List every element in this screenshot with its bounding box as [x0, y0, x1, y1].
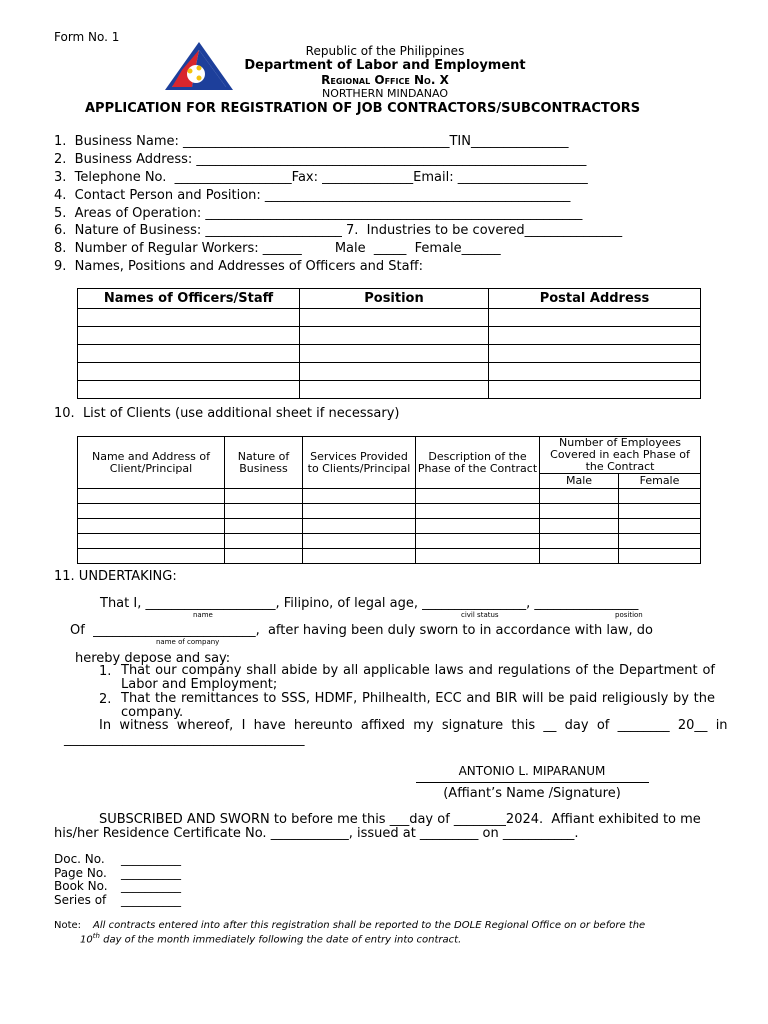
- table-row[interactable]: [78, 309, 701, 327]
- clients-table: [77, 436, 701, 564]
- field-business-name[interactable]: 1. Business Name: _________________________________________TIN_______________: [54, 134, 569, 149]
- officers-col-position: Position: [300, 289, 489, 309]
- table-row[interactable]: [78, 519, 701, 534]
- undertaking-item2: That the remittances to SSS, HDMF, Philhealth, ECC and BIR will be paid religiously by the company.: [121, 691, 715, 720]
- officers-col-address: Postal Address: [489, 289, 701, 309]
- series-blank[interactable]: __________: [121, 893, 181, 907]
- form-number: Form No. 1: [54, 30, 120, 44]
- series-label: Series of: [54, 893, 107, 907]
- officers-table: [77, 288, 701, 399]
- officers-col-name: Names of Officers/Staff: [78, 289, 300, 309]
- header-department: Department of Labor and Employment: [244, 58, 526, 73]
- label-company: name of company: [156, 638, 220, 646]
- field-regular-workers[interactable]: 8. Number of Regular Workers: ______ Male _____ Female______: [54, 241, 501, 256]
- clients-col-name-address: Name and Address of Client/Principal: [78, 437, 225, 489]
- page-no-blank[interactable]: __________: [121, 866, 181, 880]
- clients-col-male: Male: [540, 474, 619, 489]
- note-label: Note:: [54, 920, 82, 931]
- book-no-label: Book No.: [54, 879, 108, 893]
- clients-col-phase: Description of the Phase of the Contract: [416, 437, 540, 489]
- undertaking-heading: 11. UNDERTAKING:: [54, 569, 177, 584]
- note-day-number: 10: [80, 934, 93, 946]
- undertaking-item1: That our company shall abide by all applicable laws and regulations of the Department of Labor and Employment;: [121, 663, 715, 692]
- label-name: name: [193, 611, 213, 619]
- table-row[interactable]: [78, 363, 701, 381]
- table-row[interactable]: [78, 534, 701, 549]
- field-nature-industries[interactable]: 6. Nature of Business: _____________________ 7. Industries to be covered_______________: [54, 223, 623, 238]
- dole-logo: [162, 40, 236, 92]
- undertaking-of-line[interactable]: Of _________________________, after having been duly sworn to in accordance with law, do: [70, 623, 654, 638]
- page-no-label: Page No.: [54, 866, 107, 880]
- table-row[interactable]: [78, 345, 701, 363]
- field-officers-heading: 9. Names, Positions and Addresses of Officers and Staff:: [54, 259, 423, 274]
- note-text-line2: [80, 932, 461, 945]
- note-text-rest: day of the month immediately following the date of entry into contract.: [99, 934, 462, 946]
- doc-no-label: Doc. No.: [54, 852, 105, 866]
- table-row[interactable]: [78, 489, 701, 504]
- subscribed-line2[interactable]: his/her Residence Certificate No. ____________, issued at _________ on ___________.: [54, 826, 579, 841]
- item2-number: 2.: [99, 692, 112, 707]
- affiant-label: (Affiant’s Name /Signature): [443, 786, 621, 801]
- field-contact-numbers[interactable]: 3. Telephone No. __________________Fax: ______________Email: ____________________: [54, 170, 588, 185]
- table-row[interactable]: [78, 504, 701, 519]
- undertaking-depose: hereby depose and say:: [75, 651, 231, 666]
- label-position: position: [615, 611, 643, 619]
- field-contact-person[interactable]: 4. Contact Person and Position: _______________________________________________: [54, 188, 571, 203]
- signature-line: [416, 782, 649, 783]
- undertaking-line1[interactable]: That I, ____________________, Filipino, of legal age, ________________, ________________: [100, 596, 639, 611]
- header-republic: Republic of the Philippines: [305, 44, 465, 58]
- header-region: NORTHERN MINDANAO: [321, 87, 449, 100]
- table-row[interactable]: [78, 327, 701, 345]
- clients-col-nature: Nature of Business: [225, 437, 303, 489]
- note-day-suffix: th: [92, 932, 100, 940]
- clients-heading: 10. List of Clients (use additional sheet if necessary): [54, 406, 400, 421]
- clients-col-services: Services Provided to Clients/Principal: [303, 437, 416, 489]
- form-title: APPLICATION FOR REGISTRATION OF JOB CONTRACTORS/SUBCONTRACTORS: [85, 101, 641, 116]
- undertaking-witness[interactable]: In witness whereof, I have hereunto affixed my signature this __ day of ________ 20__ in: [99, 718, 728, 733]
- item1-number: 1.: [99, 664, 112, 679]
- clients-col-employees: Number of Employees Covered in each Phase of the Contract: [540, 437, 701, 474]
- table-row[interactable]: [78, 549, 701, 564]
- field-areas-of-operation[interactable]: 5. Areas of Operation: __________________________________________________________: [54, 206, 583, 221]
- note-text: All contracts entered into after this registration shall be reported to the DOLE Regional Office on or before the: [93, 920, 646, 931]
- witness-place-line[interactable]: _____________________________________: [64, 732, 305, 747]
- book-no-blank[interactable]: __________: [121, 879, 181, 893]
- affiant-name: ANTONIO L. MIPARANUM: [458, 764, 606, 778]
- subscribed-line1[interactable]: SUBSCRIBED AND SWORN to before me this ___day of ________2024. Affiant exhibited to me: [99, 812, 701, 827]
- doc-no-blank[interactable]: __________: [121, 852, 181, 866]
- label-civil-status: civil status: [461, 611, 499, 619]
- clients-col-female: Female: [619, 474, 701, 489]
- field-business-address[interactable]: 2. Business Address: ____________________________________________________________: [54, 152, 587, 167]
- table-row[interactable]: [78, 381, 701, 399]
- header-regional-office: Regional Office No. X: [321, 73, 449, 87]
